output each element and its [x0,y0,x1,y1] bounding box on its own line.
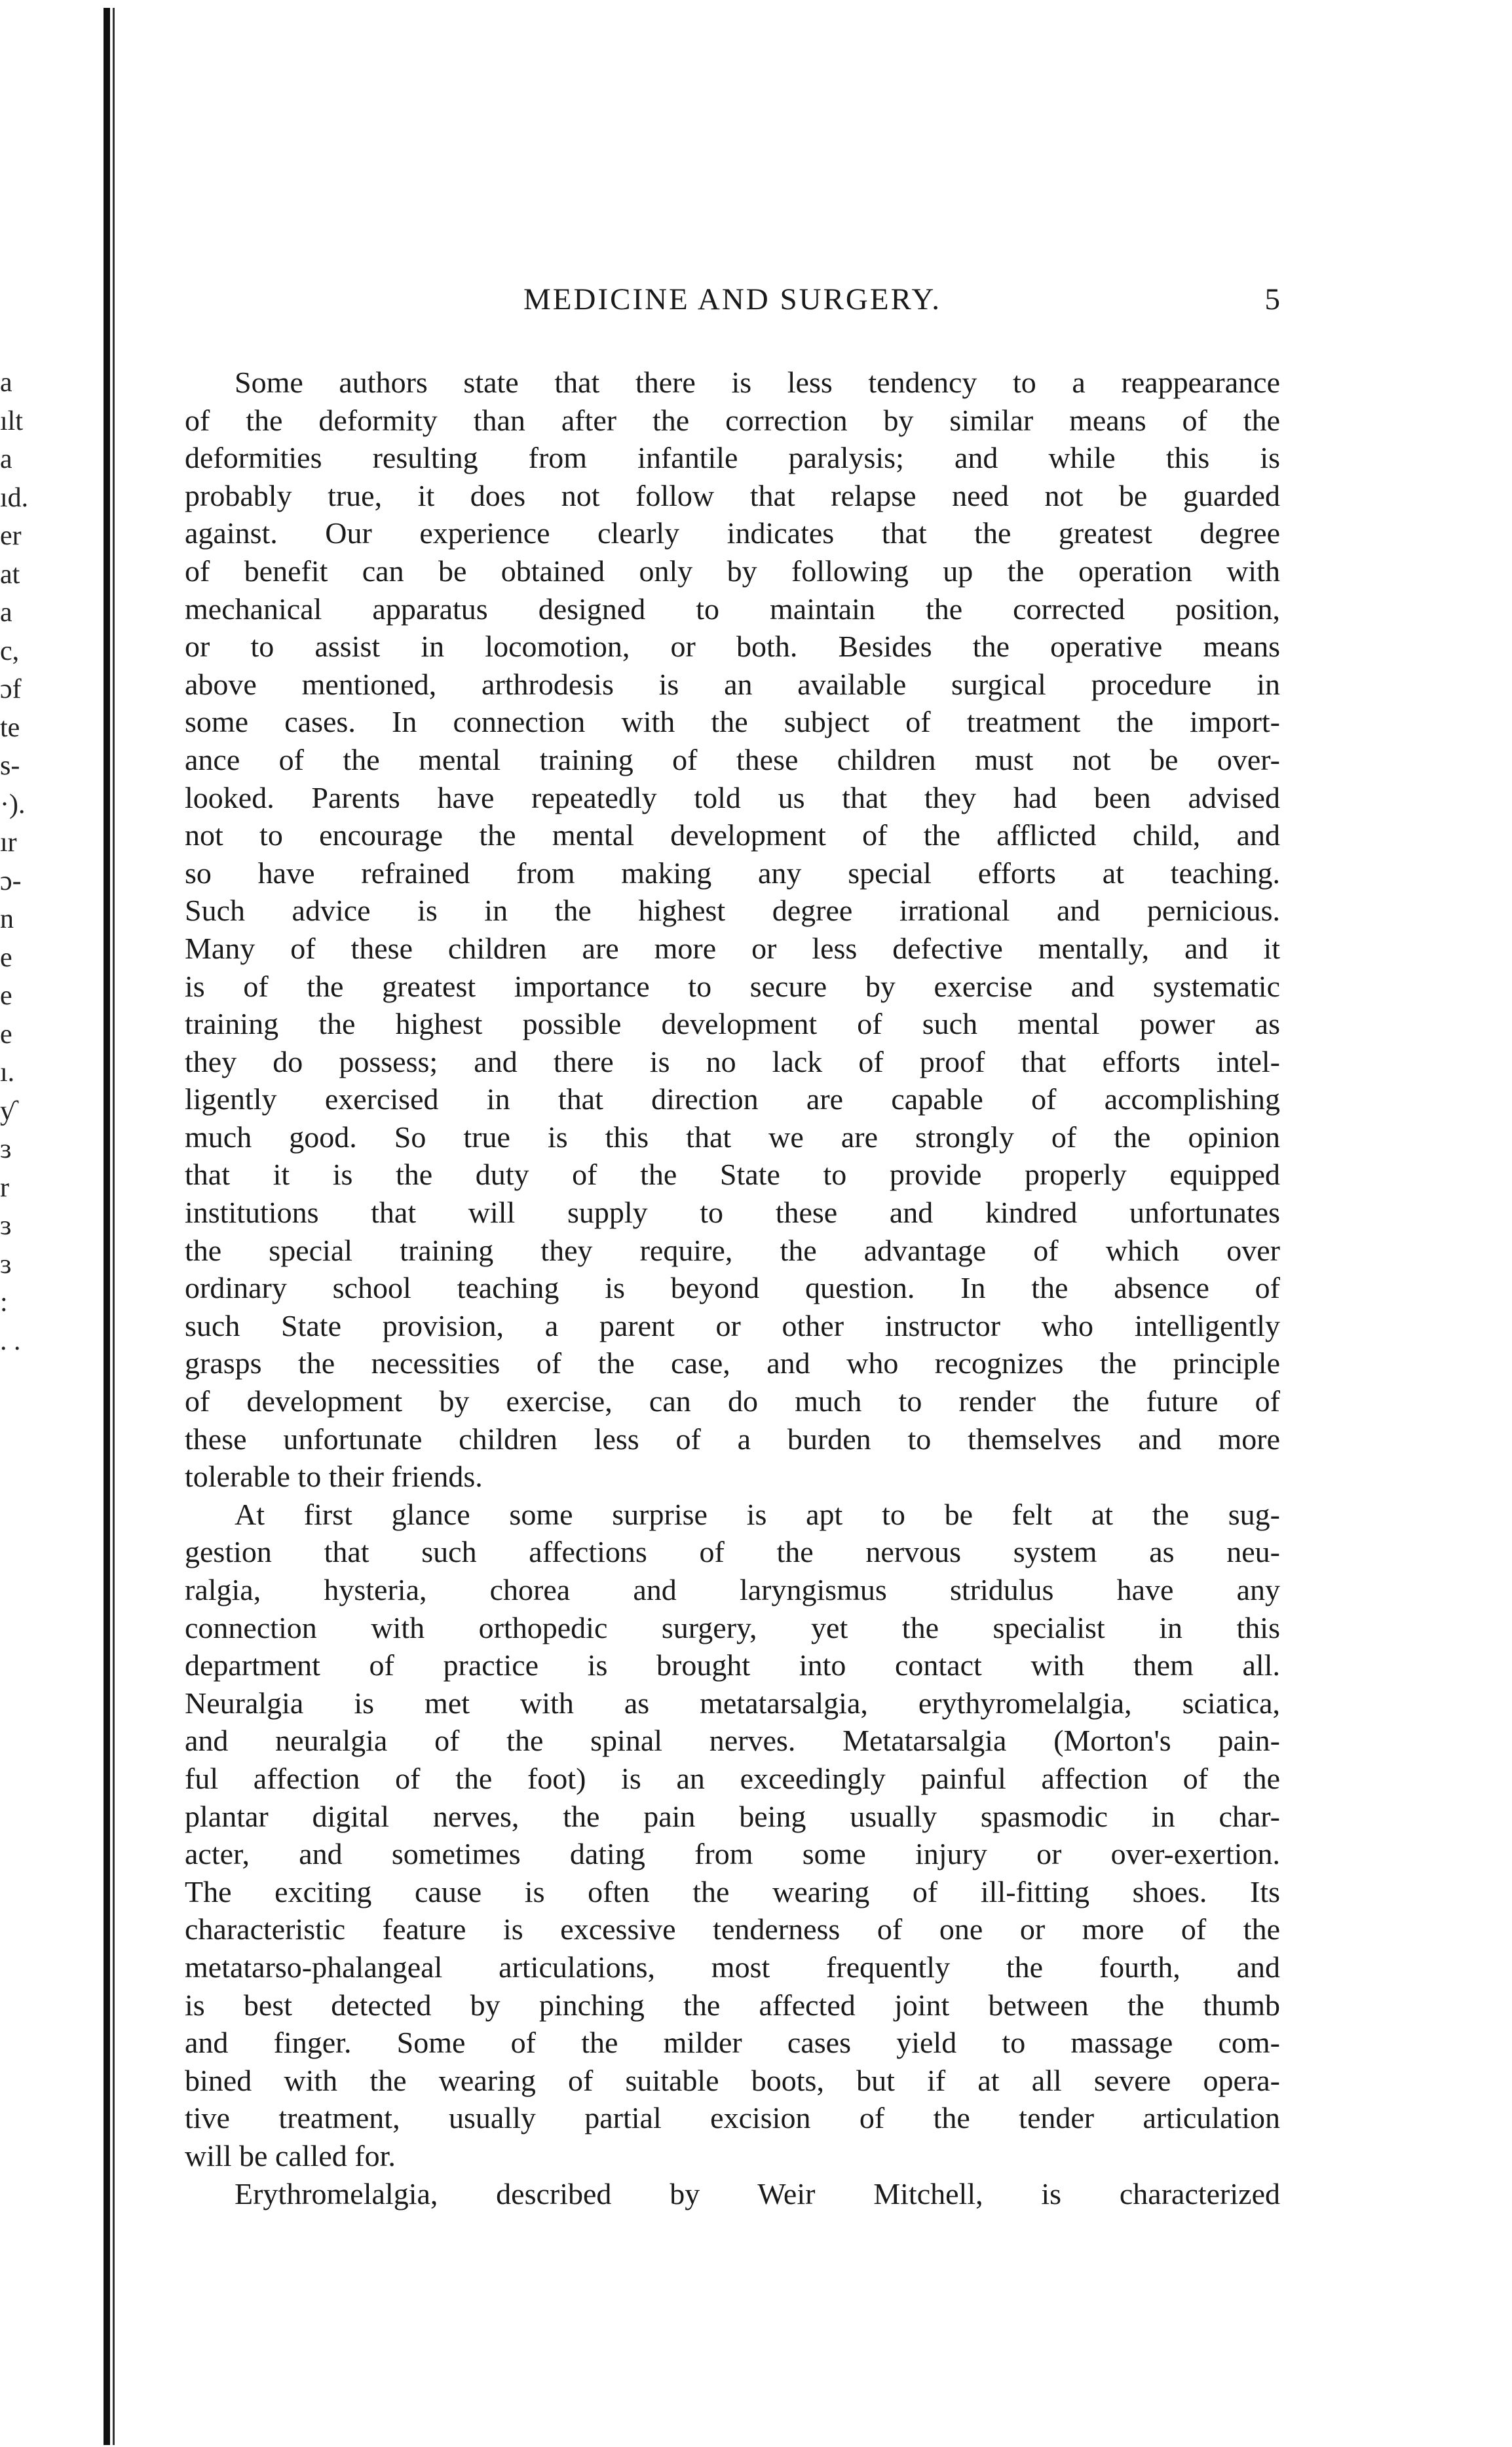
margin-fragment: a [0,598,12,628]
margin-fragment: . . [0,1325,21,1356]
margin-fragment: ır [0,827,17,858]
text-line: will be called for. [185,2138,396,2172]
text-line: is of the greatest importance to secure by exercise and systematic [185,969,1280,1003]
text-line: and neuralgia of the spinal nerves. Metatarsalgia (Morton's pain- [185,1724,1280,1758]
text-line: acter, and sometimes dating from some injury or over-exertion. [185,1837,1280,1871]
margin-fragment: ɔ- [0,865,22,896]
text-line: metatarso-phalangeal articulations, most frequently the fourth, and [185,1950,1280,1984]
margin-fragment: at [0,559,20,590]
text-line: not to encourage the mental development of the afflicted child, and [185,818,1280,852]
binding-edge-line [113,8,115,2445]
binding-edge [104,8,110,2445]
margin-fragment: e [0,942,12,973]
text-line: they do possess; and there is no lack of proof that efforts intel- [185,1044,1280,1078]
text-line: At first glance some surprise is apt to be felt at the sug- [235,1497,1280,1531]
margin-fragment: ɜ [0,1134,12,1164]
text-line: and finger. Some of the milder cases yield to massage com- [185,2026,1280,2060]
text-line: bined with the wearing of suitable boots, but if at all severe opera- [185,2063,1280,2097]
margin-fragment: te [0,712,20,743]
margin-fragment: : [0,1287,8,1318]
text-line: ralgia, hysteria, chorea and laryngismus stridulus have any [185,1573,1280,1606]
margin-fragment: ıd. [0,482,29,513]
margin-fragment: ı. [0,1057,15,1088]
text-line: deformities resulting from infantile paralysis; and while this is [185,441,1280,475]
text-line: probably true, it does not follow that relapse need not be guarded [185,478,1280,512]
text-line: connection with orthopedic surgery, yet the specialist in this [185,1610,1280,1644]
text-line: institutions that will supply to these and kindred unfortunates [185,1196,1280,1230]
text-line: grasps the necessities of the case, and who recognizes the principle [185,1346,1280,1380]
margin-fragment: s- [0,751,20,781]
margin-fragment: ɜ [0,1249,12,1280]
margin-fragment: a [0,368,12,398]
text-line: ligently exercised in that direction are capable of accomplishing [185,1082,1280,1116]
text-line: department of practice is brought into contact with them all. [185,1648,1280,1682]
text-line: against. Our experience clearly indicates that the greatest degree [185,516,1280,550]
text-line: Erythromelalgia, described by Weir Mitchell, is characterized [235,2176,1280,2210]
text-line: the special training they require, the advantage of which over [185,1233,1280,1267]
running-head: MEDICINE AND SURGERY. [523,282,941,316]
margin-fragment: ılt [0,406,24,436]
text-line: Many of these children are more or less defective mentally, and it [185,931,1280,965]
text-line: of the deformity than after the correction by similar means of the [185,403,1280,437]
previous-page-margin [0,364,72,1360]
text-line: is best detected by pinching the affected joint between the thumb [185,1988,1280,2022]
margin-fragment: c, [0,635,20,666]
margin-fragment: e [0,981,12,1011]
text-line: so have refrained from making any special efforts at teaching. [185,856,1280,890]
margin-fragment: ·). [0,789,26,820]
page-number: 5 [1264,282,1280,316]
margin-fragment: ɔf [0,674,22,704]
text-line: or to assist in locomotion, or both. Besides the operative means [185,630,1280,664]
text-line: ance of the mental training of these children must not be over- [185,742,1280,776]
margin-fragment: r [0,1172,9,1203]
text-line: The exciting cause is often the wearing of ill-fitting shoes. Its [185,1874,1280,1908]
text-line: much good. So true is this that we are strongly of the opinion [185,1120,1280,1154]
margin-fragment: ɜ [0,1211,12,1241]
text-line: ordinary school teaching is beyond question. In the absence of [185,1271,1280,1305]
margin-fragment: a [0,444,12,474]
text-line: some cases. In connection with the subject of treatment the import- [185,705,1280,739]
margin-fragment: e [0,1019,12,1050]
text-line: Such advice is in the highest degree irrational and pernicious. [185,894,1280,928]
text-line: plantar digital nerves, the pain being usually spasmodic in char- [185,1799,1280,1833]
text-line: Neuralgia is met with as metatarsalgia, erythyromelalgia, sciatica, [185,1686,1280,1720]
text-line: gestion that such affections of the nervous system as neu- [185,1535,1280,1569]
text-line: tive treatment, usually partial excision of the tender articulation [185,2101,1280,2135]
text-line: looked. Parents have repeatedly told us that they had been advised [185,780,1280,814]
text-line: of development by exercise, can do much to render the future of [185,1384,1280,1418]
text-line: training the highest possible development of such mental power as [185,1007,1280,1041]
text-line: above mentioned, arthrodesis is an available surgical procedure in [185,667,1280,701]
body-text [185,364,1280,2212]
text-line: these unfortunate children less of a burden to themselves and more [185,1422,1280,1456]
text-line: Some authors state that there is less tendency to a reappearance [235,366,1280,399]
margin-fragment: er [0,521,22,551]
margin-fragment: n [0,904,14,934]
text-line: tolerable to their friends. [185,1460,483,1494]
page-header [185,282,1280,328]
margin-fragment: ƴ [0,1095,14,1126]
text-line: that it is the duty of the State to provide properly equipped [185,1158,1280,1192]
text-line: mechanical apparatus designed to maintain the corrected position, [185,592,1280,626]
text-line: ful affection of the foot) is an exceedingly painful affection of the [185,1761,1280,1795]
text-line: characteristic feature is excessive tenderness of one or more of the [185,1912,1280,1946]
text-line: such State provision, a parent or other instructor who intelligently [185,1308,1280,1342]
text-line: of benefit can be obtained only by following up the operation with [185,554,1280,588]
